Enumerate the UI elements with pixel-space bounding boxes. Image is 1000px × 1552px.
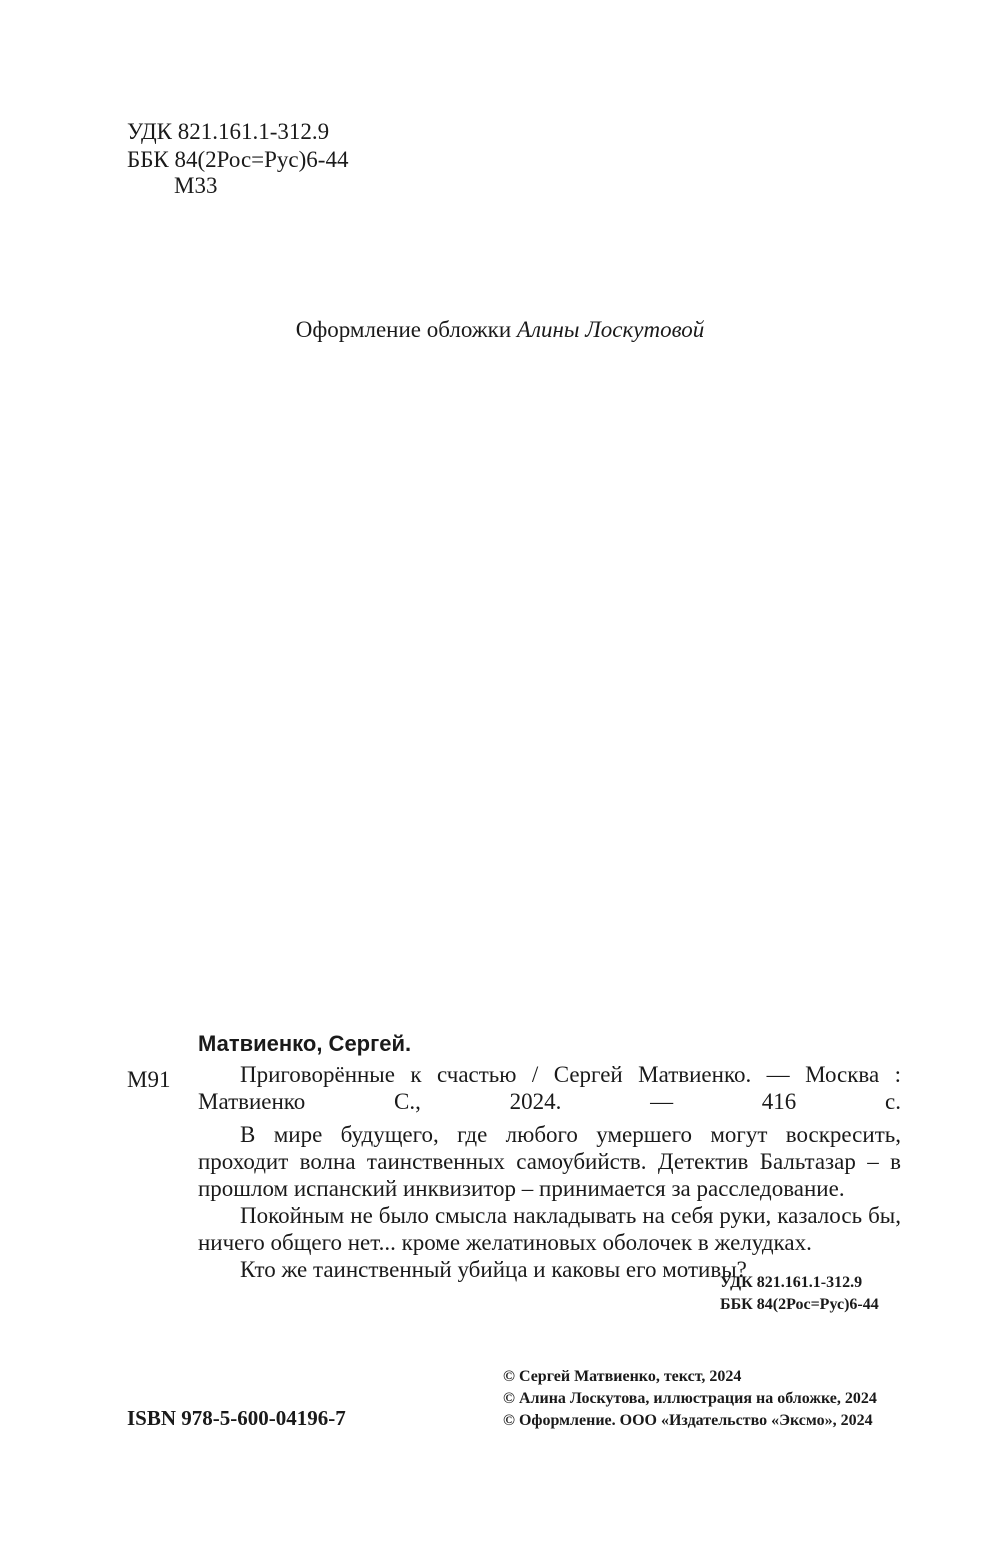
cover-design-credit — [0, 315, 1000, 345]
copyright-design: © Оформление. ООО «Издательство «Эксмо», 2024 — [503, 1412, 873, 1429]
annotation-paragraph-3: Кто же таинственный убийца и каковы его мотивы? — [240, 1257, 747, 1282]
copyright-text: © Сергей Матвиенко, текст, 2024 — [503, 1368, 742, 1385]
annotation-paragraph-1: В мире будущего, где любого умершего могут воскресить, проходит волна таинственных самоубийств. Детектив Бальтазар – в прошлом испанский инквизитор – принимается за расследование. — [198, 1122, 901, 1201]
card-citation: Приговорённые к счастью / Сергей Матвиенко. — Москва : Матвиенко С., 2024. — 416 с. — [198, 1062, 901, 1114]
catalog-card — [198, 1030, 901, 1283]
udk-code-bottom: УДК 821.161.1-312.9 — [720, 1274, 863, 1291]
bbk-code-top: ББК 84(2Рос=Рус)6-44 — [127, 147, 349, 172]
isbn: ISBN 978-5-600-04196-7 — [127, 1406, 346, 1430]
annotation-paragraph-2: Покойным не было смысла накладывать на себя руки, казалось бы, ничего общего нет... кроме желатиновых оболочек в желудках. — [198, 1203, 901, 1255]
author-sign: М91 — [127, 1067, 171, 1092]
copyright-illustration: © Алина Лоскутова, иллюстрация на обложке, 2024 — [503, 1390, 877, 1407]
card-author: Матвиенко, Сергей. — [198, 1031, 412, 1056]
bbk-code-bottom: ББК 84(2Рос=Рус)6-44 — [720, 1296, 879, 1313]
cover-credit-prefix: Оформление обложки — [295, 317, 517, 342]
cover-credit-name: Алины Лоскутовой — [516, 317, 705, 342]
author-code-top: М33 — [174, 173, 218, 198]
udk-code-top: УДК 821.161.1-312.9 — [127, 119, 330, 144]
